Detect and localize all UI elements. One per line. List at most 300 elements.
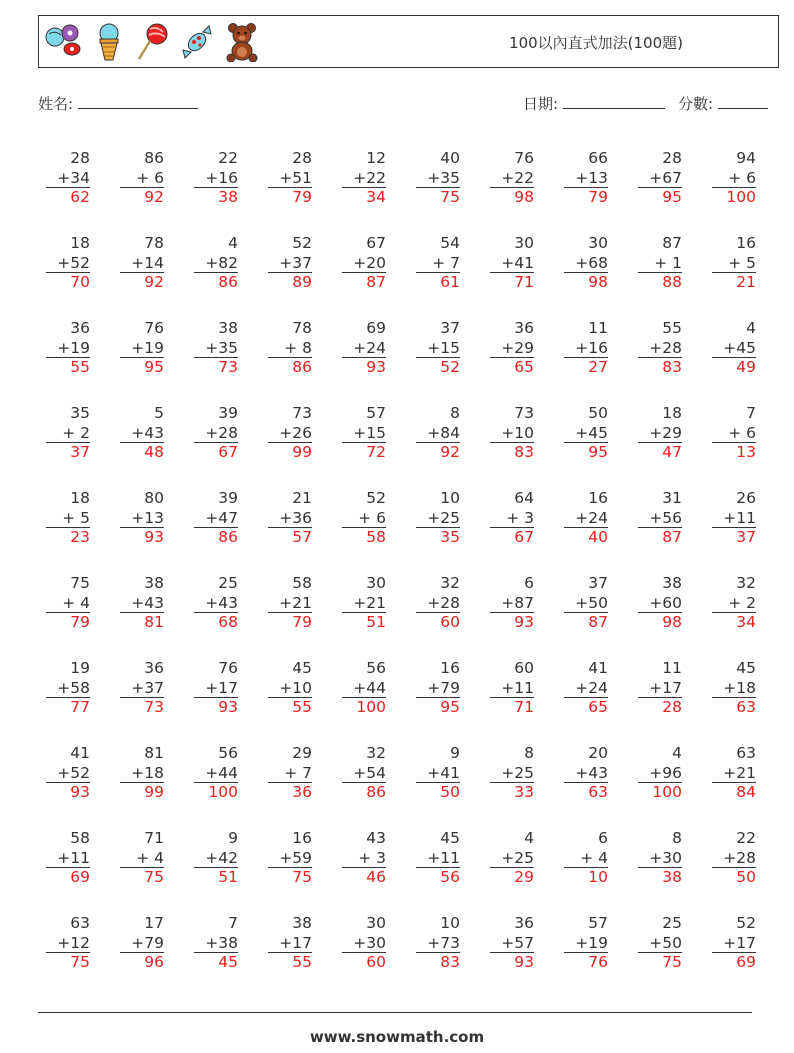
addition-problem: [564, 319, 608, 378]
addition-problem: [194, 319, 238, 378]
second-addend: +26: [268, 424, 312, 444]
addition-problem: [120, 234, 164, 293]
addition-problem: [342, 829, 386, 888]
first-addend: 73: [292, 404, 312, 422]
answer: 75: [144, 868, 164, 886]
second-addend: +37: [268, 254, 312, 274]
addition-problem: [712, 829, 756, 888]
first-addend: 8: [450, 404, 460, 422]
first-addend: 16: [588, 489, 608, 507]
first-addend: 58: [70, 829, 90, 847]
addition-problem: [638, 319, 682, 378]
addition-problem: [120, 489, 164, 548]
addition-problem: [638, 234, 682, 293]
addition-problem: [46, 234, 90, 293]
second-addend: + 5: [46, 509, 90, 529]
second-addend: +11: [416, 849, 460, 869]
first-addend: 60: [514, 659, 534, 677]
second-addend: +68: [564, 254, 608, 274]
answer: 55: [70, 358, 90, 376]
answer: 47: [662, 443, 682, 461]
answer: 73: [144, 698, 164, 716]
second-addend: +73: [416, 934, 460, 954]
first-addend: 4: [746, 319, 756, 337]
answer: 95: [662, 188, 682, 206]
addition-problem: [268, 489, 312, 548]
second-addend: + 2: [46, 424, 90, 444]
second-addend: +79: [416, 679, 460, 699]
addition-problem: [490, 404, 534, 463]
second-addend: + 7: [268, 764, 312, 784]
answer: 40: [588, 528, 608, 546]
answer: 73: [218, 358, 238, 376]
first-addend: 52: [292, 234, 312, 252]
second-addend: +25: [490, 849, 534, 869]
second-addend: +19: [46, 339, 90, 359]
addition-problem: [416, 489, 460, 548]
addition-problem: [268, 149, 312, 208]
answer: 86: [218, 528, 238, 546]
answer: 100: [726, 188, 756, 206]
first-addend: 58: [292, 574, 312, 592]
addition-problem: [416, 149, 460, 208]
first-addend: 45: [440, 829, 460, 847]
answer: 92: [144, 273, 164, 291]
first-addend: 10: [440, 914, 460, 932]
addition-problem: [638, 574, 682, 633]
answer: 87: [588, 613, 608, 631]
addition-problem: [564, 149, 608, 208]
second-addend: + 4: [46, 594, 90, 614]
second-addend: +59: [268, 849, 312, 869]
date-label: 日期:: [523, 95, 559, 113]
second-addend: + 6: [712, 169, 756, 189]
second-addend: +45: [564, 424, 608, 444]
addition-problem: [46, 659, 90, 718]
second-addend: +82: [194, 254, 238, 274]
addition-problem: [120, 404, 164, 463]
second-addend: +20: [342, 254, 386, 274]
answer: 57: [292, 528, 312, 546]
addition-problem: [490, 489, 534, 548]
second-addend: + 3: [490, 509, 534, 529]
answer: 13: [736, 443, 756, 461]
addition-problem: [490, 914, 534, 973]
first-addend: 29: [292, 744, 312, 762]
addition-problem: [342, 744, 386, 803]
first-addend: 10: [440, 489, 460, 507]
addition-problem: [342, 659, 386, 718]
second-addend: +19: [120, 339, 164, 359]
answer: 99: [292, 443, 312, 461]
answer: 79: [292, 613, 312, 631]
answer: 93: [218, 698, 238, 716]
answer: 46: [366, 868, 386, 886]
answer: 84: [736, 783, 756, 801]
second-addend: +50: [564, 594, 608, 614]
first-addend: 76: [218, 659, 238, 677]
answer: 62: [70, 188, 90, 206]
addition-problem: [416, 914, 460, 973]
first-addend: 69: [366, 319, 386, 337]
first-addend: 52: [366, 489, 386, 507]
second-addend: +43: [564, 764, 608, 784]
answer: 89: [292, 273, 312, 291]
answer: 67: [514, 528, 534, 546]
answer: 38: [662, 868, 682, 886]
addition-problem: [194, 149, 238, 208]
first-addend: 22: [218, 149, 238, 167]
second-addend: +24: [564, 509, 608, 529]
addition-problem: [564, 744, 608, 803]
answer: 92: [440, 443, 460, 461]
answer: 93: [70, 783, 90, 801]
first-addend: 38: [218, 319, 238, 337]
first-addend: 36: [144, 659, 164, 677]
second-addend: +17: [268, 934, 312, 954]
first-addend: 7: [746, 404, 756, 422]
addition-problem: [712, 404, 756, 463]
answer: 71: [514, 698, 534, 716]
first-addend: 11: [588, 319, 608, 337]
second-addend: +28: [638, 339, 682, 359]
addition-problem: [342, 914, 386, 973]
addition-problem: [712, 744, 756, 803]
answer: 36: [292, 783, 312, 801]
first-addend: 37: [440, 319, 460, 337]
first-addend: 64: [514, 489, 534, 507]
addition-problem: [194, 574, 238, 633]
second-addend: +15: [416, 339, 460, 359]
second-addend: +12: [46, 934, 90, 954]
answer: 75: [440, 188, 460, 206]
second-addend: +19: [564, 934, 608, 954]
second-addend: +34: [46, 169, 90, 189]
first-addend: 57: [366, 404, 386, 422]
addition-problem: [638, 914, 682, 973]
first-addend: 17: [144, 914, 164, 932]
answer: 37: [736, 528, 756, 546]
addition-problem: [120, 744, 164, 803]
answer: 69: [70, 868, 90, 886]
second-addend: +29: [638, 424, 682, 444]
addition-problem: [712, 489, 756, 548]
first-addend: 55: [662, 319, 682, 337]
first-addend: 56: [366, 659, 386, 677]
second-addend: +96: [638, 764, 682, 784]
first-addend: 20: [588, 744, 608, 762]
answer: 67: [218, 443, 238, 461]
first-addend: 38: [292, 914, 312, 932]
answer: 55: [292, 953, 312, 971]
second-addend: +21: [268, 594, 312, 614]
first-addend: 9: [450, 744, 460, 762]
answer: 86: [366, 783, 386, 801]
first-addend: 4: [672, 744, 682, 762]
second-addend: +17: [712, 934, 756, 954]
second-addend: +13: [120, 509, 164, 529]
addition-problem: [120, 149, 164, 208]
second-addend: +44: [194, 764, 238, 784]
first-addend: 11: [662, 659, 682, 677]
second-addend: +14: [120, 254, 164, 274]
addition-problem: [490, 234, 534, 293]
answer: 76: [588, 953, 608, 971]
addition-problem: [194, 489, 238, 548]
first-addend: 7: [228, 914, 238, 932]
first-addend: 18: [70, 234, 90, 252]
second-addend: +42: [194, 849, 238, 869]
first-addend: 36: [514, 319, 534, 337]
answer: 95: [440, 698, 460, 716]
second-addend: +67: [638, 169, 682, 189]
sheet-title: 100以內直式加法(100題): [509, 34, 683, 52]
addition-problem: [268, 574, 312, 633]
first-addend: 32: [440, 574, 460, 592]
answer: 87: [366, 273, 386, 291]
first-addend: 67: [366, 234, 386, 252]
answer: 38: [218, 188, 238, 206]
first-addend: 21: [292, 489, 312, 507]
answer: 28: [662, 698, 682, 716]
addition-problem: [416, 234, 460, 293]
answer: 98: [514, 188, 534, 206]
answer: 65: [588, 698, 608, 716]
addition-problem: [416, 829, 460, 888]
answer: 21: [736, 273, 756, 291]
addition-problem: [564, 234, 608, 293]
first-addend: 18: [70, 489, 90, 507]
answer: 69: [736, 953, 756, 971]
first-addend: 45: [292, 659, 312, 677]
addition-problem: [342, 319, 386, 378]
second-addend: +35: [416, 169, 460, 189]
answer: 77: [70, 698, 90, 716]
addition-problem: [46, 829, 90, 888]
addition-problem: [712, 914, 756, 973]
first-addend: 16: [292, 829, 312, 847]
addition-problem: [268, 744, 312, 803]
addition-problem: [712, 234, 756, 293]
second-addend: +41: [490, 254, 534, 274]
second-addend: + 6: [712, 424, 756, 444]
first-addend: 6: [598, 829, 608, 847]
second-addend: +43: [120, 424, 164, 444]
first-addend: 36: [70, 319, 90, 337]
answer: 37: [70, 443, 90, 461]
answer: 71: [514, 273, 534, 291]
answer: 34: [736, 613, 756, 631]
second-addend: +87: [490, 594, 534, 614]
second-addend: +43: [120, 594, 164, 614]
first-addend: 52: [736, 914, 756, 932]
first-addend: 87: [662, 234, 682, 252]
addition-problem: [564, 489, 608, 548]
second-addend: +18: [120, 764, 164, 784]
second-addend: +16: [194, 169, 238, 189]
second-addend: + 4: [120, 849, 164, 869]
addition-problem: [268, 319, 312, 378]
second-addend: +36: [268, 509, 312, 529]
second-addend: +57: [490, 934, 534, 954]
addition-problem: [342, 489, 386, 548]
answer: 79: [588, 188, 608, 206]
answer: 50: [736, 868, 756, 886]
answer: 100: [356, 698, 386, 716]
addition-problem: [712, 659, 756, 718]
second-addend: +25: [490, 764, 534, 784]
first-addend: 57: [588, 914, 608, 932]
second-addend: +51: [268, 169, 312, 189]
addition-problem: [416, 319, 460, 378]
addition-problem: [416, 744, 460, 803]
second-addend: +18: [712, 679, 756, 699]
second-addend: +54: [342, 764, 386, 784]
first-addend: 37: [588, 574, 608, 592]
first-addend: 41: [588, 659, 608, 677]
addition-problem: [268, 234, 312, 293]
first-addend: 18: [662, 404, 682, 422]
second-addend: +21: [712, 764, 756, 784]
answer: 51: [218, 868, 238, 886]
addition-problem: [194, 914, 238, 973]
second-addend: + 8: [268, 339, 312, 359]
second-addend: + 3: [342, 849, 386, 869]
first-addend: 73: [514, 404, 534, 422]
first-addend: 76: [144, 319, 164, 337]
second-addend: +10: [268, 679, 312, 699]
first-addend: 4: [228, 234, 238, 252]
answer: 58: [366, 528, 386, 546]
second-addend: +30: [638, 849, 682, 869]
answer: 51: [366, 613, 386, 631]
first-addend: 30: [366, 574, 386, 592]
answer: 27: [588, 358, 608, 376]
second-addend: +38: [194, 934, 238, 954]
answer: 93: [144, 528, 164, 546]
answer: 83: [662, 358, 682, 376]
answer: 88: [662, 273, 682, 291]
addition-problem: [638, 404, 682, 463]
first-addend: 78: [292, 319, 312, 337]
answer: 35: [440, 528, 460, 546]
second-addend: + 6: [120, 169, 164, 189]
answer: 75: [662, 953, 682, 971]
addition-problem: [564, 404, 608, 463]
first-addend: 63: [736, 744, 756, 762]
addition-problem: [268, 914, 312, 973]
addition-problem: [342, 404, 386, 463]
second-addend: +24: [564, 679, 608, 699]
second-addend: + 1: [638, 254, 682, 274]
name-label: 姓名:: [38, 95, 74, 113]
second-addend: +16: [564, 339, 608, 359]
addition-problem: [268, 659, 312, 718]
first-addend: 81: [144, 744, 164, 762]
answer: 60: [366, 953, 386, 971]
second-addend: +15: [342, 424, 386, 444]
answer: 86: [218, 273, 238, 291]
first-addend: 38: [144, 574, 164, 592]
addition-problem: [120, 914, 164, 973]
answer: 95: [588, 443, 608, 461]
first-addend: 39: [218, 489, 238, 507]
second-addend: + 7: [416, 254, 460, 274]
second-addend: +47: [194, 509, 238, 529]
addition-problem: [120, 319, 164, 378]
second-addend: +17: [638, 679, 682, 699]
second-addend: + 2: [712, 594, 756, 614]
first-addend: 28: [292, 149, 312, 167]
addition-problem: [638, 489, 682, 548]
second-addend: +37: [120, 679, 164, 699]
first-addend: 32: [736, 574, 756, 592]
answer: 86: [292, 358, 312, 376]
answer: 75: [292, 868, 312, 886]
answer: 92: [144, 188, 164, 206]
addition-problem: [46, 149, 90, 208]
answer: 93: [514, 953, 534, 971]
answer: 29: [514, 868, 534, 886]
second-addend: +30: [342, 934, 386, 954]
addition-problem: [490, 829, 534, 888]
addition-problem: [194, 404, 238, 463]
addition-problem: [564, 574, 608, 633]
answer: 83: [514, 443, 534, 461]
first-addend: 78: [144, 234, 164, 252]
footer-site: www.snowmath.com: [309, 1028, 485, 1046]
first-addend: 30: [514, 234, 534, 252]
addition-problem: [46, 914, 90, 973]
addition-problem: [120, 574, 164, 633]
second-addend: + 6: [342, 509, 386, 529]
answer: 96: [144, 953, 164, 971]
second-addend: +52: [46, 254, 90, 274]
first-addend: 25: [218, 574, 238, 592]
second-addend: +22: [342, 169, 386, 189]
second-addend: +44: [342, 679, 386, 699]
second-addend: +56: [638, 509, 682, 529]
first-addend: 12: [366, 149, 386, 167]
answer: 81: [144, 613, 164, 631]
addition-problem: [120, 659, 164, 718]
first-addend: 30: [366, 914, 386, 932]
addition-problem: [194, 234, 238, 293]
second-addend: +60: [638, 594, 682, 614]
answer: 75: [70, 953, 90, 971]
answer: 72: [366, 443, 386, 461]
answer: 79: [292, 188, 312, 206]
answer: 68: [218, 613, 238, 631]
addition-problem: [46, 744, 90, 803]
first-addend: 25: [662, 914, 682, 932]
second-addend: +11: [46, 849, 90, 869]
addition-problem: [342, 234, 386, 293]
addition-problem: [712, 149, 756, 208]
addition-problem: [194, 829, 238, 888]
first-addend: 76: [514, 149, 534, 167]
second-addend: +11: [712, 509, 756, 529]
second-addend: +79: [120, 934, 164, 954]
addition-problem: [416, 404, 460, 463]
first-addend: 4: [524, 829, 534, 847]
addition-problem: [194, 744, 238, 803]
first-addend: 56: [218, 744, 238, 762]
first-addend: 28: [70, 149, 90, 167]
addition-problem: [490, 319, 534, 378]
answer: 55: [292, 698, 312, 716]
first-addend: 80: [144, 489, 164, 507]
